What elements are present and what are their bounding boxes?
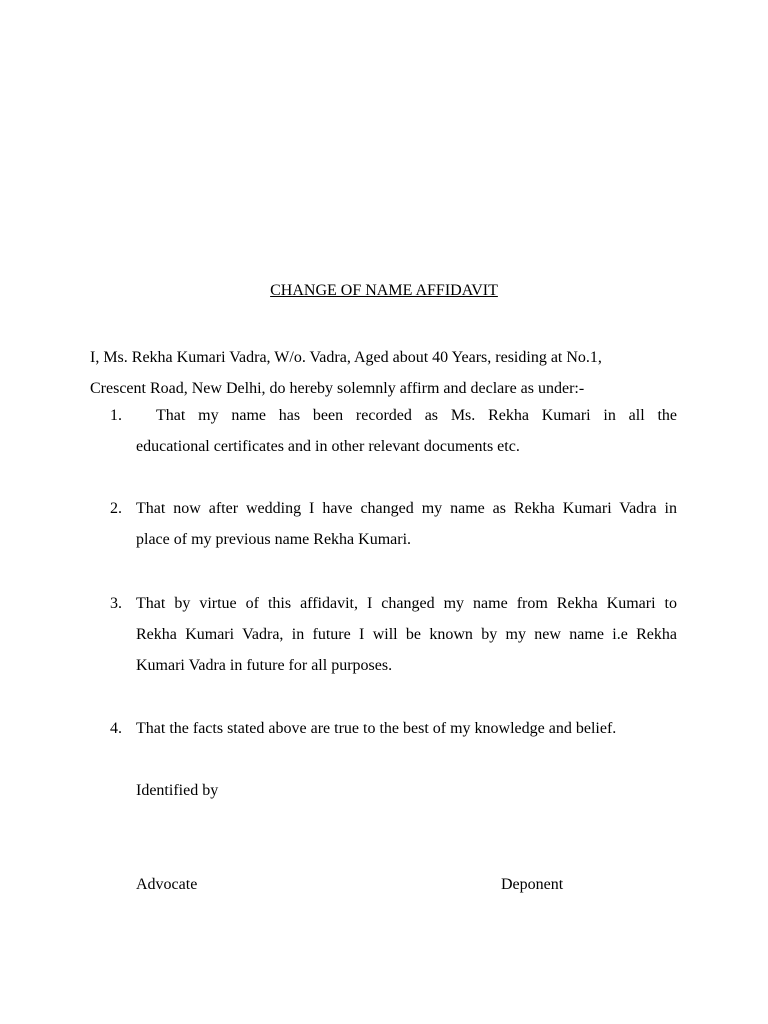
advocate-label: Advocate [136, 876, 198, 893]
item-number: 1. [110, 407, 122, 424]
item-line: educational certificates and in other relevant documents etc. [136, 438, 520, 455]
item-line: That now after wedding I have changed my name as Rekha Kumari Vadra in [136, 500, 677, 517]
item-line: That my name has been recorded as Ms. Rekha Kumari in all the [156, 407, 677, 424]
item-text [136, 713, 677, 744]
intro-paragraph [90, 342, 690, 404]
item-text [136, 400, 677, 462]
identified-by-label: Identified by [136, 782, 219, 799]
item-line: place of my previous name Rekha Kumari. [136, 531, 412, 548]
item-line: That the facts stated above are true to the best of my knowledge and belief. [136, 720, 617, 737]
item-number: 4. [110, 720, 122, 737]
document-title: CHANGE OF NAME AFFIDAVIT [270, 282, 498, 299]
item-text [136, 493, 677, 555]
item-number: 3. [110, 595, 122, 612]
item-text [136, 588, 677, 681]
deponent-label: Deponent [501, 876, 564, 893]
intro-line: Crescent Road, New Delhi, do hereby solemnly affirm and declare as under:- [90, 380, 585, 397]
item-number: 2. [110, 500, 122, 517]
item-line: Kumari Vadra in future for all purposes. [136, 657, 393, 674]
intro-line: I, Ms. Rekha Kumari Vadra, W/o. Vadra, Aged about 40 Years, residing at No.1, [90, 349, 602, 366]
item-line: Rekha Kumari Vadra, in future I will be known by my new name i.e Rekha [136, 626, 677, 643]
item-line: That by virtue of this affidavit, I changed my name from Rekha Kumari to [136, 595, 677, 612]
